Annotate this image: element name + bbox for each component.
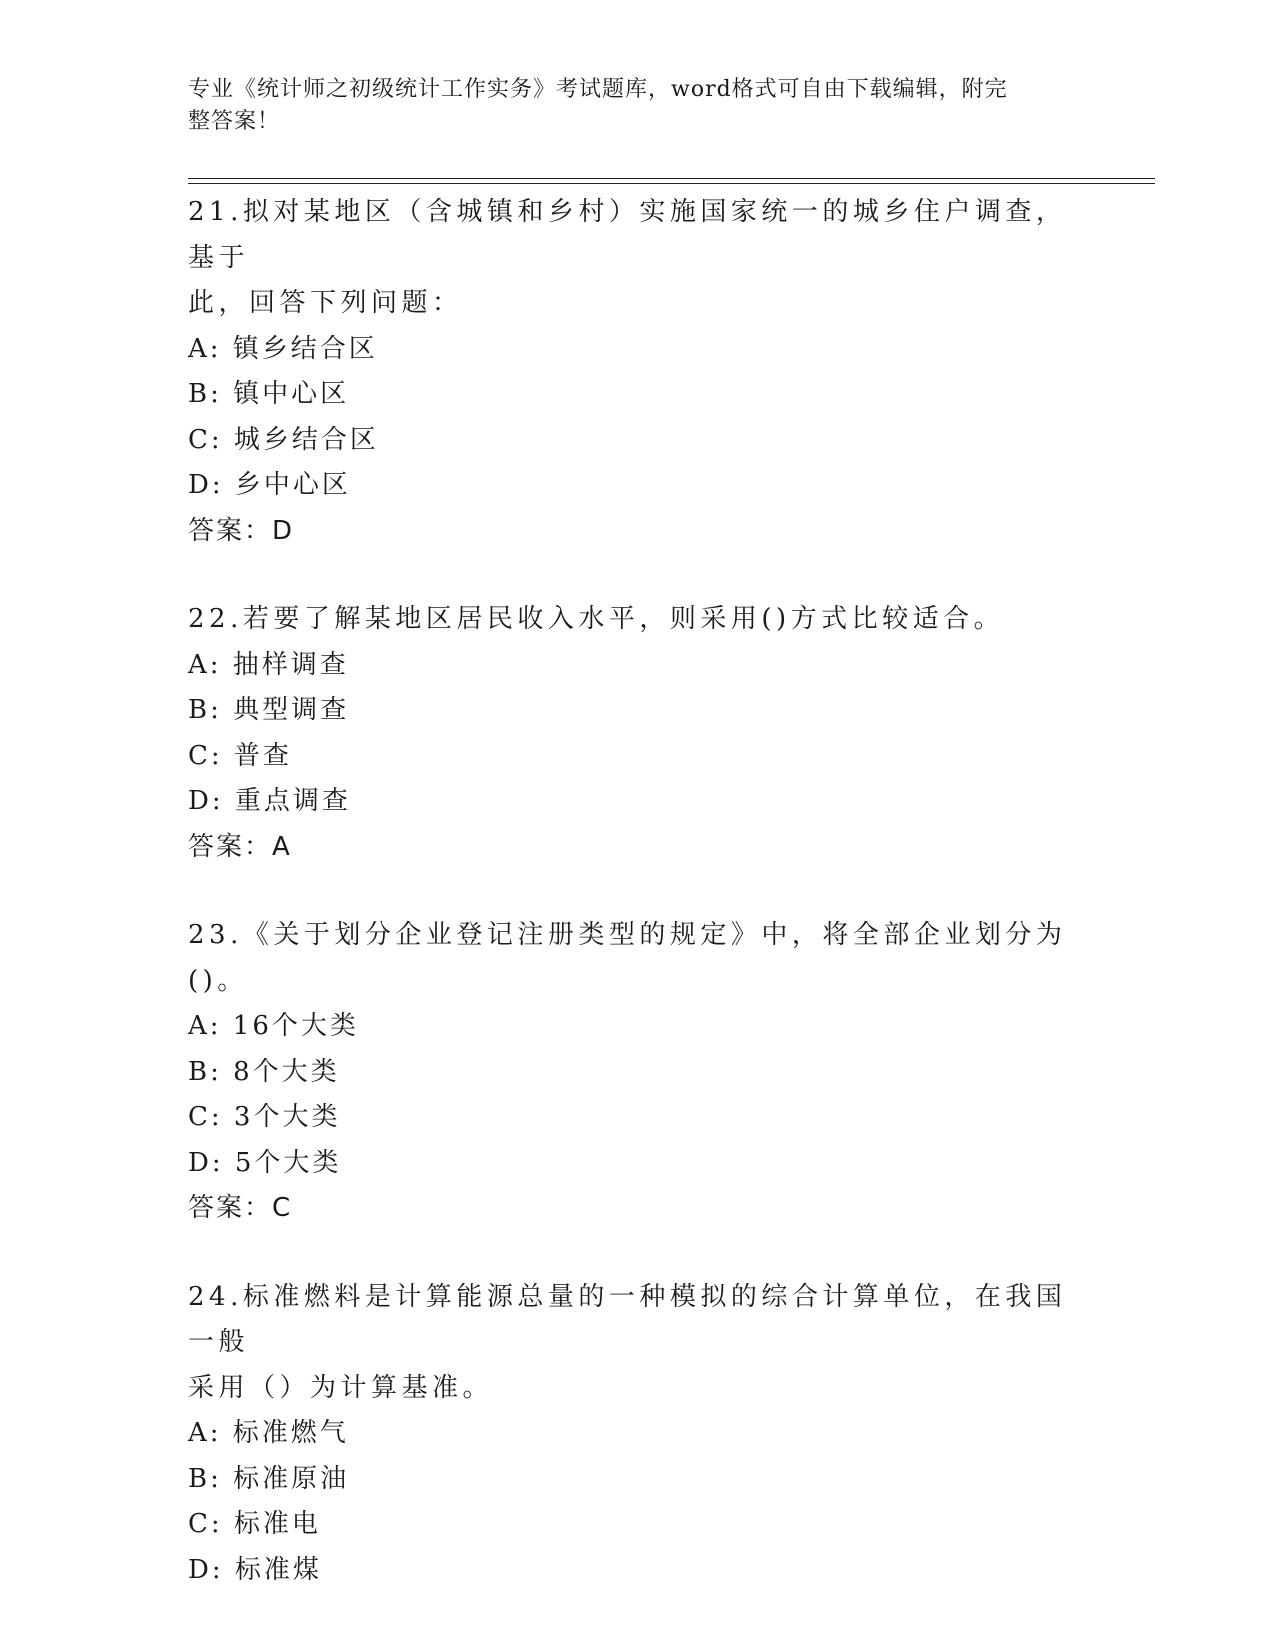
option-b: B: 典型调查 — [188, 695, 350, 725]
header-divider-bottom — [188, 183, 1155, 184]
answer-line: 答案：A — [188, 831, 292, 862]
question-stem-line: 采用（）为计算基准。 — [188, 1372, 494, 1403]
question-21 — [188, 190, 1088, 554]
option-c: C: 普查 — [188, 740, 292, 771]
option-a: A: 抽样调查 — [188, 649, 349, 680]
option-c: C: 城乡结合区 — [188, 424, 379, 455]
document-header — [188, 74, 1068, 138]
answer-line: 答案：C — [188, 1193, 293, 1223]
option-c: C: 标准电 — [188, 1509, 321, 1539]
option-d: D: 重点调查 — [188, 786, 351, 816]
option-a: A: 16个大类 — [188, 1011, 359, 1041]
option-d: D: 标准煤 — [188, 1554, 322, 1585]
question-23 — [188, 913, 1088, 1232]
option-a: A: 镇乡结合区 — [188, 333, 378, 364]
header-line-2: 整答案！ — [188, 109, 281, 134]
question-stem-line: 21.拟对某地区（含城镇和乡村）实施国家统一的城乡住户调查，基于 — [188, 197, 1067, 273]
option-b: B: 8个大类 — [188, 1056, 340, 1087]
option-b: B: 镇中心区 — [188, 379, 350, 409]
question-stem-line: 22.若要了解某地区居民收入水平，则采用()方式比较适合。 — [188, 604, 1005, 634]
option-b: B: 标准原油 — [188, 1463, 350, 1494]
option-c: C: 3个大类 — [188, 1102, 341, 1132]
option-a: A: 标准燃气 — [188, 1418, 349, 1448]
answer-line: 答案：D — [188, 515, 295, 546]
header-line-1: 专业《统计师之初级统计工作实务》考试题库，word格式可自由下载编辑，附完 — [188, 77, 1008, 102]
option-d: D: 5个大类 — [188, 1147, 342, 1178]
question-stem-line: 24.标准燃料是计算能源总量的一种模拟的综合计算单位，在我国一般 — [188, 1281, 1067, 1357]
question-stem-line: 23.《关于划分企业登记注册类型的规定》中，将全部企业划分为()。 — [188, 920, 1067, 996]
question-22 — [188, 597, 1088, 870]
question-stem-line: 此，回答下列问题： — [188, 288, 463, 318]
question-list — [188, 190, 1088, 1636]
header-divider-top — [188, 178, 1155, 179]
question-24 — [188, 1275, 1088, 1594]
option-d: D: 乡中心区 — [188, 470, 351, 500]
